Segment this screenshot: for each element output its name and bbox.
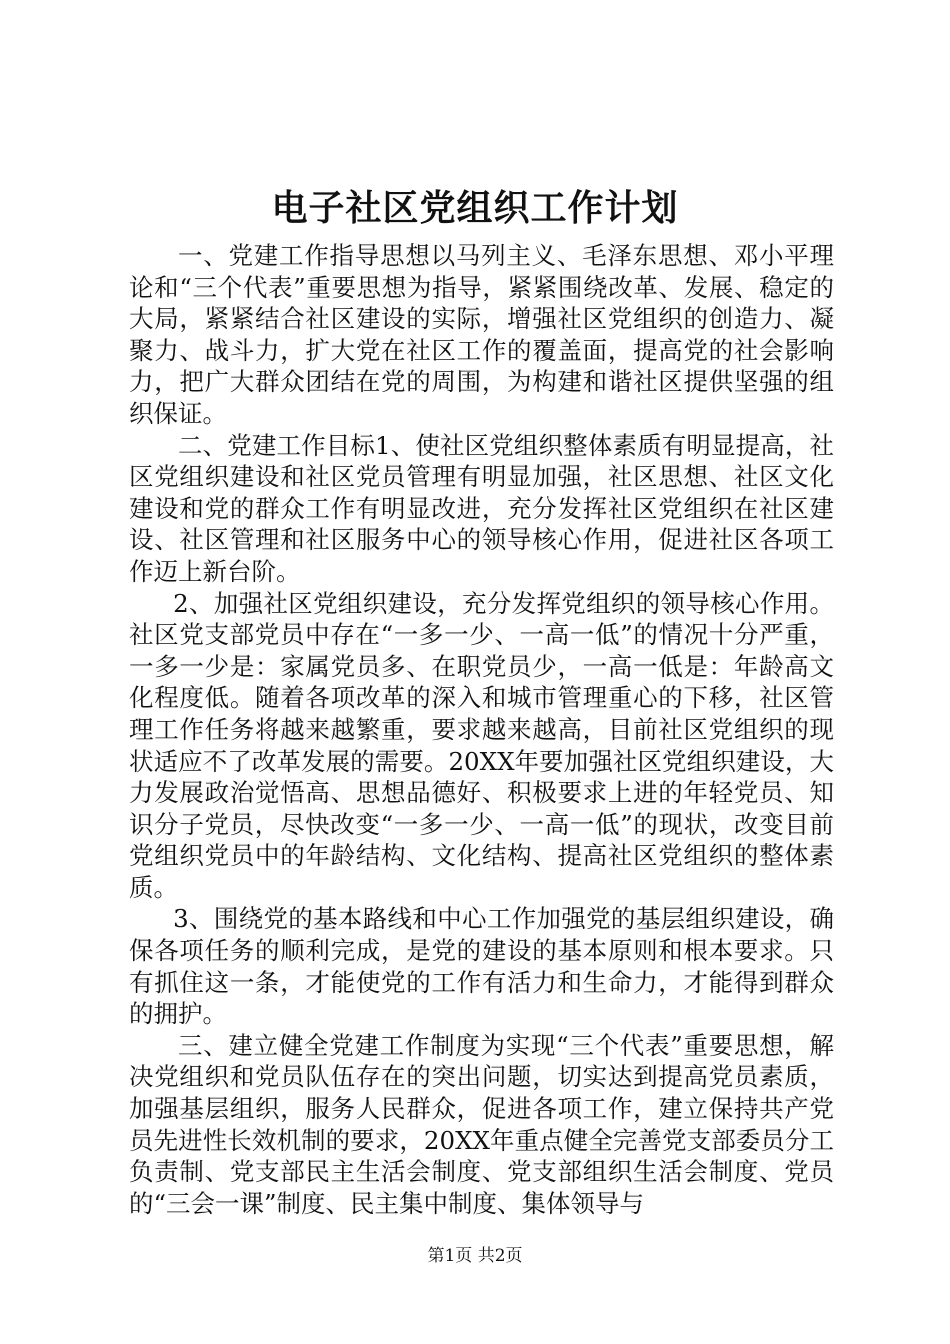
paragraph-basic-line: 3、围绕党的基本路线和中心工作加强党的基层组织建设，确保各项任务的顺利完成，是党的建设的基本原则和根本要求。只有抓住这一条，才能使党的工作有活力和生命力，才能得到群众的拥护。 [129, 904, 834, 1029]
paragraph-work-system: 三、建立健全党建工作制度为实现“三个代表”重要思想，解决党组织和党员队伍存在的突出问题，切实达到提高党员素质，加强基层组织，服务人民群众，促进各项工作，建立保持共产党员先进性长效机制的要求，20XX年重点健全完善党支部委员分工负责制、党支部民主生活会制度、党支部组织生活会制度、党员的“三会一课”制度、民主集中制度、集体领导与 [129, 1030, 834, 1218]
paragraph-work-goals: 二、党建工作目标1、使社区党组织整体素质有明显提高，社区党组织建设和社区党员管理有明显加强，社区思想、社区文化建设和党的群众工作有明显改进，充分发挥社区党组织在社区建设、社区管理和社区服务中心的领导核心作用，促进社区各项工作迈上新台阶。 [129, 430, 834, 586]
page-number-footer: 第1页 共2页 [427, 1246, 523, 1266]
paragraph-strengthen-organization: 2、加强社区党组织建设，充分发挥党组织的领导核心作用。社区党支部党员中存在“一多一少、一高一低”的情况十分严重，一多一少是：家属党员多、在职党员少，一高一低是：年龄高文化程度低。随着各项改革的深入和城市管理重心的下移，社区管理工作任务将越来越繁重，要求越来越高，目前社区党组织的现状适应不了改革发展的需要。20XX年要加强社区党组织建设，大力发展政治觉悟高、思想品德好、积极要求上进的年轻党员、知识分子党员，尽快改变“一多一少、一高一低”的现状，改变目前党组织党员中的年龄结构、文化结构、提高社区党组织的整体素质。 [129, 588, 834, 902]
paragraph-guiding-ideology: 一、党建工作指导思想以马列主义、毛泽东思想、邓小平理论和“三个代表”重要思想为指导，紧紧围绕改革、发展、稳定的大局，紧紧结合社区建设的实际，增强社区党组织的创造力、凝聚力、战斗力，扩大党在社区工作的覆盖面，提高党的社会影响力，把广大群众团结在党的周围，为构建和谐社区提供坚强的组织保证。 [129, 241, 834, 428]
document-body [129, 240, 834, 1219]
document-title: 电子社区党组织工作计划 [271, 187, 679, 229]
